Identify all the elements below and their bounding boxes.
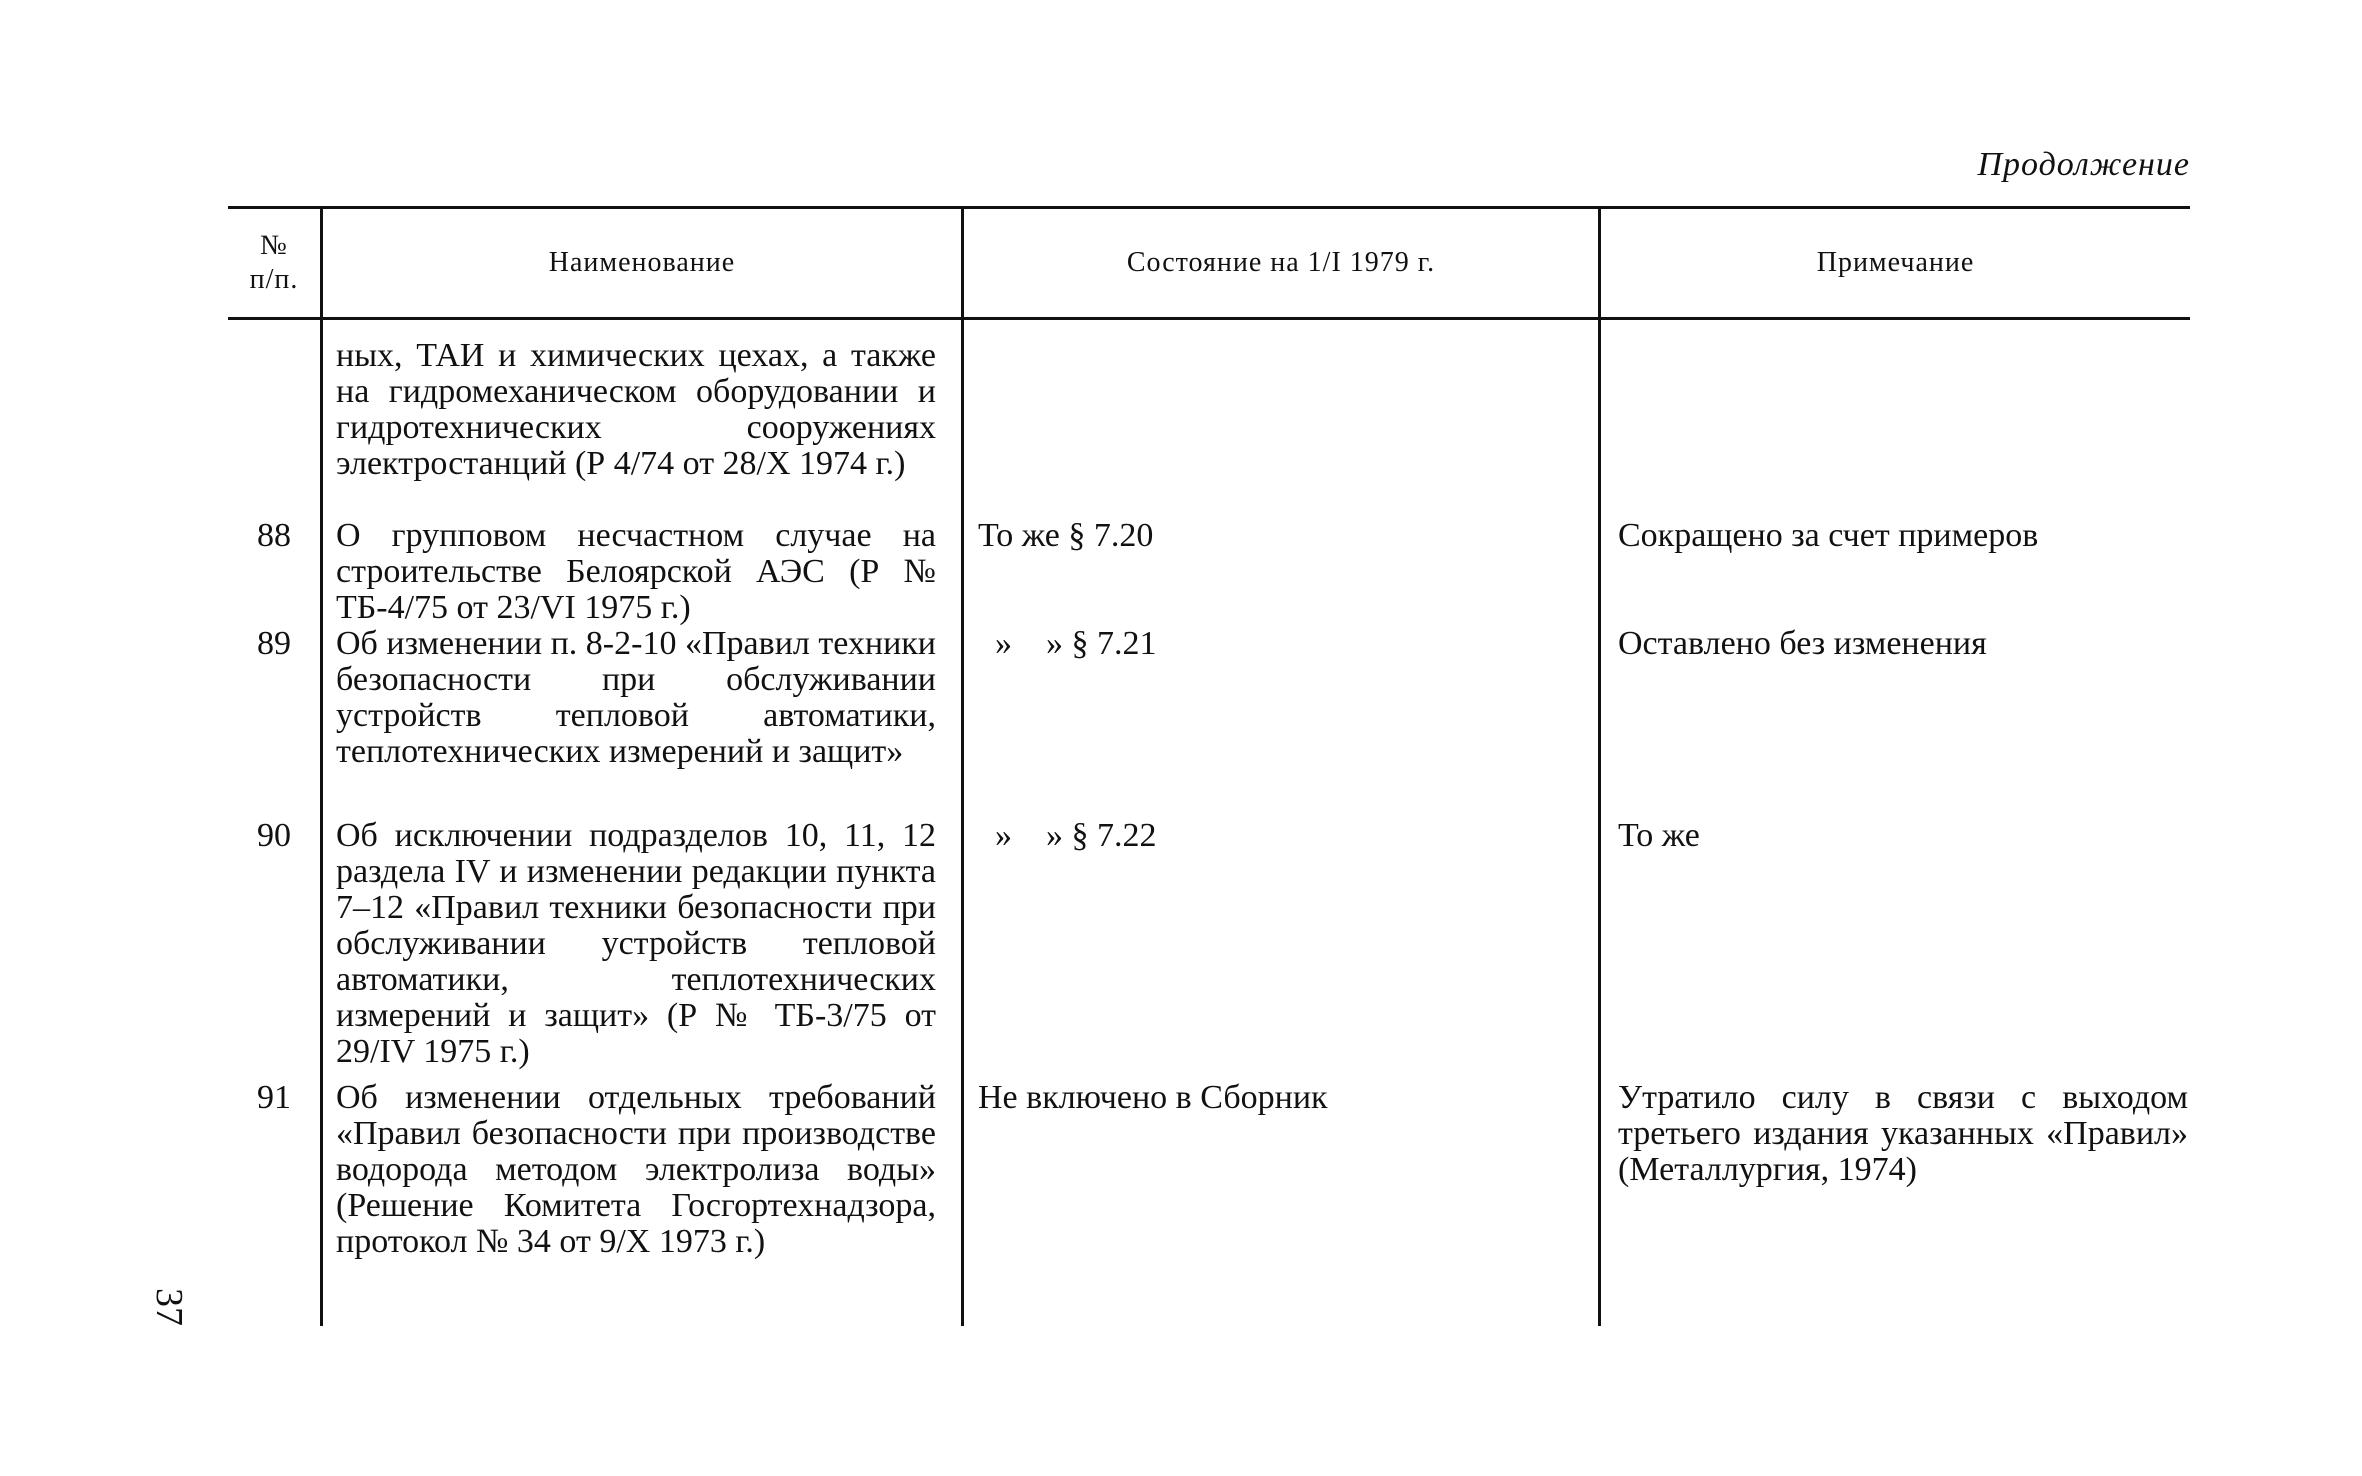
row-note: Утратило силу в связи с выходом третьего издания указанных «Правил» (Металлургия, 1974) <box>1618 1079 2188 1188</box>
column-divider-1 <box>320 206 323 1326</box>
header-number: № п/п. <box>249 230 299 295</box>
page-number: 37 <box>148 1288 190 1326</box>
row-name: Об изменении п. 8-2-10 «Правил техники безопасности при обслуживании устройств тепловой автоматики, теплотехнических измерений и защит» <box>336 625 936 770</box>
regulations-table <box>228 206 2190 1326</box>
row-state: Не включено в Сборник <box>978 1079 1328 1116</box>
row-note: То же <box>1618 817 1700 854</box>
row-note: Сокращено за счет примеров <box>1618 517 2039 554</box>
row-number: 90 <box>257 817 291 854</box>
column-divider-3 <box>1598 206 1601 1326</box>
row-name: Об изменении отдельных требований «Правил безопасности при производстве водорода методом электролиза воды» (Решение Комитета Госгортехнадзора, протокол № 34 от 9/X 1973 г.) <box>336 1079 936 1260</box>
row-state: » » § 7.22 <box>978 817 1157 854</box>
row-number: 91 <box>257 1079 291 1116</box>
continuation-label: Продолжение <box>1977 146 2190 183</box>
column-divider-2 <box>961 206 964 1326</box>
row-number: 89 <box>257 625 291 662</box>
row-name: Об исключении подразделов 10, 11, 12 раздела IV и изменении редакции пункта 7–12 «Правил техники безопасности при обслуживании устройств тепловой автоматики, теплотехнических измерений и защит» (Р № ТБ-3/75 от 29/IV 1975 г.) <box>336 817 936 1070</box>
table-header-rule <box>228 317 2190 320</box>
header-name: Наименование <box>548 247 736 278</box>
header-note: Примечание <box>1816 247 1975 278</box>
row-note: Оставлено без изменения <box>1618 625 1987 662</box>
row-state: » » § 7.21 <box>978 625 1157 662</box>
row-name: О групповом несчастном случае на строительстве Белоярской АЭС (Р № ТБ-4/75 от 23/VI 1975 г.) <box>336 517 936 626</box>
header-state: Состояние на 1/I 1979 г. <box>1126 247 1436 278</box>
row-name: ных, ТАИ и химических цехах, а также на гидромеханическом оборудовании и гидротехнических сооружениях электростанций (Р 4/74 от 28/X 1974 г.) <box>336 337 936 482</box>
row-number: 88 <box>257 517 291 554</box>
row-state: То же § 7.20 <box>978 517 1154 554</box>
